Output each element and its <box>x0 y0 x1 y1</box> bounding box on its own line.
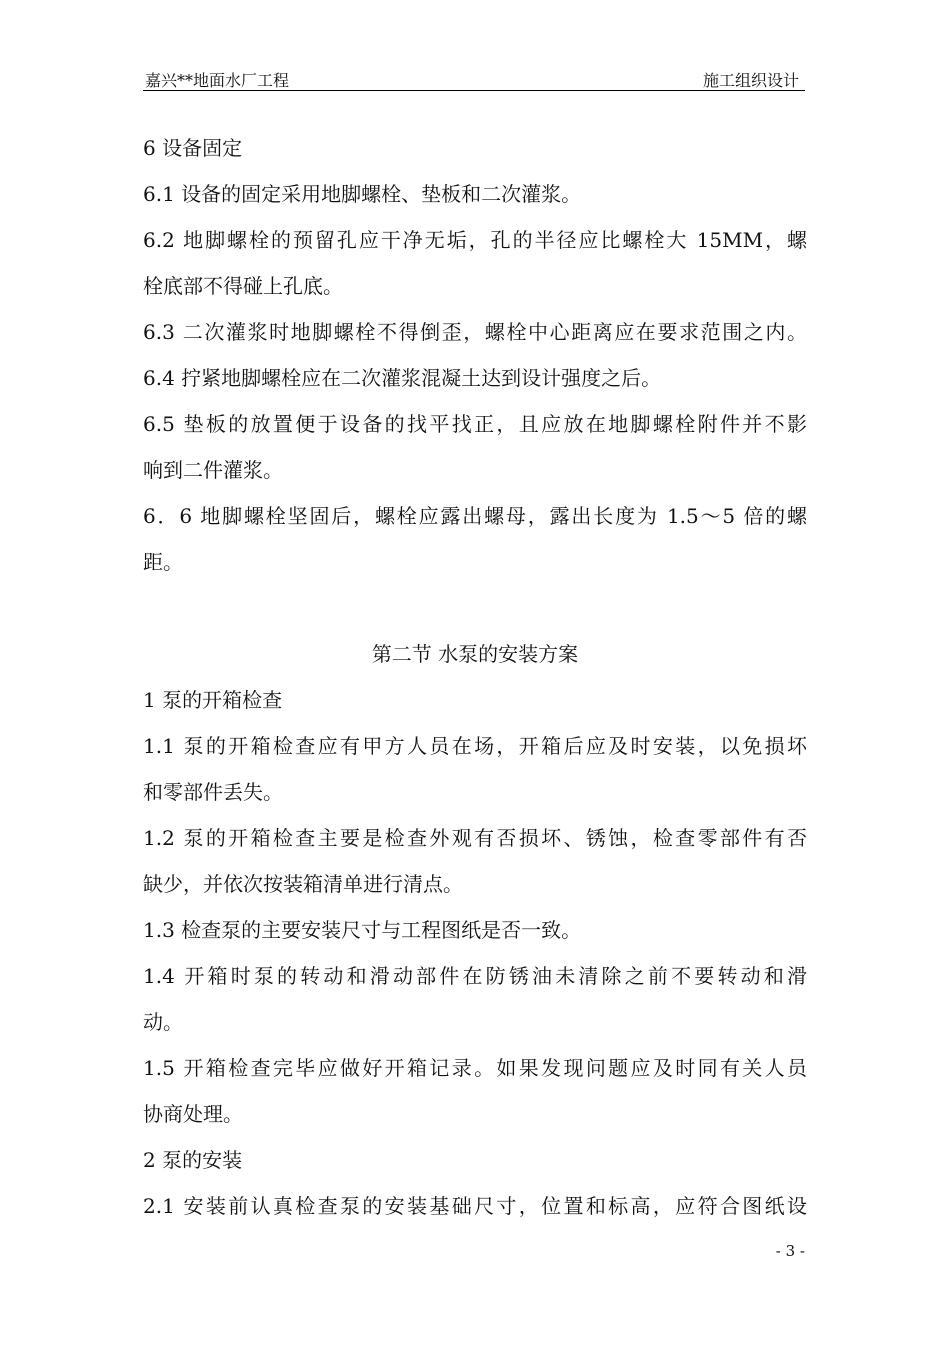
text-line: 缺少，并依次按装箱清单进行清点。 <box>143 872 463 896</box>
header-document-type: 施工组织设计 <box>702 71 799 90</box>
page-header <box>143 66 805 91</box>
text-line: 2 泵的安装 <box>143 1148 243 1172</box>
blank-line <box>143 585 807 631</box>
text-line: 6.1 设备的固定采用地脚螺栓、垫板和二次灌浆。 <box>143 182 582 206</box>
header-project-title: 嘉兴**地面水厂工程 <box>145 71 290 90</box>
text-line: 响到二件灌浆。 <box>143 458 283 482</box>
text-line: 6.2 地脚螺栓的预留孔应干净无垢，孔的半径应比螺栓大 15MM，螺 <box>143 228 807 252</box>
text-line: 和零部件丢失。 <box>143 780 283 804</box>
text-line: 1.5 开箱检查完毕应做好开箱记录。如果发现问题应及时同有关人员 <box>143 1056 807 1080</box>
text-line: 1 泵的开箱检查 <box>143 688 283 712</box>
text-line: 2.1 安装前认真检查泵的安装基础尺寸，位置和标高，应符合图纸设 <box>143 1194 807 1218</box>
section-heading: 第二节 水泵的安装方案 <box>371 642 579 666</box>
text-line: 协商处理。 <box>143 1102 243 1126</box>
text-line: 6.3 二次灌浆时地脚螺栓不得倒歪，螺栓中心距离应在要求范围之内。 <box>143 320 807 344</box>
page-number: - 3 - <box>775 1242 805 1260</box>
text-line: 距。 <box>143 550 183 574</box>
text-line: 6．6 地脚螺栓坚固后，螺栓应露出螺母，露出长度为 1.5～5 倍的螺 <box>143 504 807 528</box>
text-line: 6.4 拧紧地脚螺栓应在二次灌浆混凝土达到设计强度之后。 <box>143 366 662 390</box>
document-body <box>143 125 807 1229</box>
text-line: 动。 <box>143 1010 183 1034</box>
text-line: 1.3 检查泵的主要安装尺寸与工程图纸是否一致。 <box>143 918 582 942</box>
text-line: 栓底部不得碰上孔底。 <box>143 274 343 298</box>
text-line: 1.2 泵的开箱检查主要是检查外观有否损坏、锈蚀，检查零部件有否 <box>143 826 807 850</box>
text-line: 6.5 垫板的放置便于设备的找平找正，且应放在地脚螺栓附件并不影 <box>143 412 807 436</box>
text-line: 6 设备固定 <box>143 136 243 160</box>
text-line: 1.4 开箱时泵的转动和滑动部件在防锈油未清除之前不要转动和滑 <box>143 964 807 988</box>
text-line: 1.1 泵的开箱检查应有甲方人员在场，开箱后应及时安装，以免损坏 <box>143 734 807 758</box>
